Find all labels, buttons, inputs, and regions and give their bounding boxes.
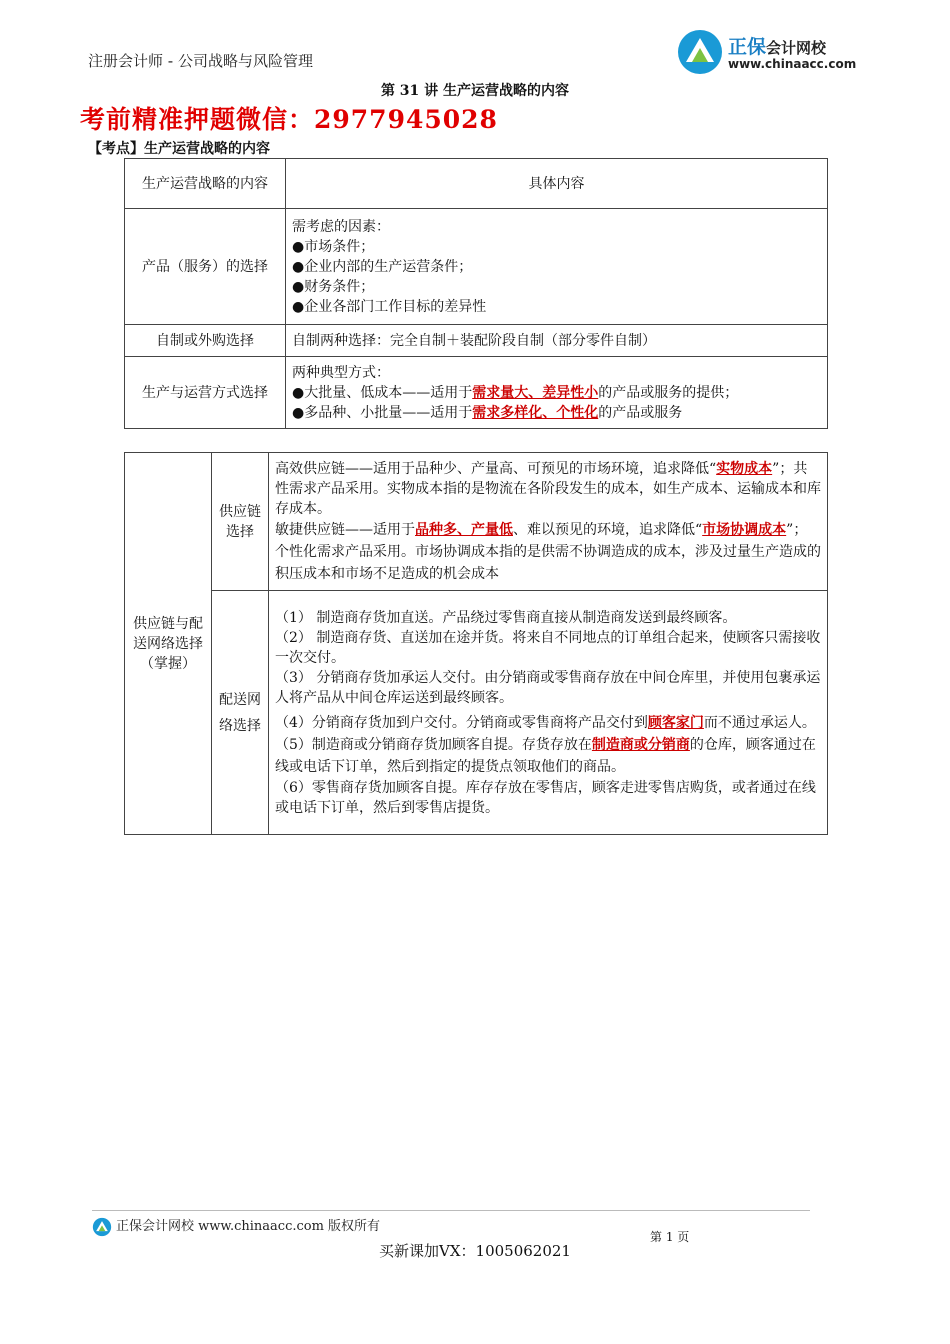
table-row [125, 357, 828, 429]
supply-detail [269, 453, 828, 591]
highlight-text: 品种多、产量低 [415, 521, 513, 538]
table-row [125, 325, 828, 357]
strategy-content-table [124, 158, 828, 429]
footer-copyright [92, 1215, 380, 1237]
footer-logo-icon [92, 1217, 112, 1237]
detail-line: ●企业内部的生产运营条件； [292, 258, 473, 275]
footer-copyright-text: 正保会计网校 www.chinaacc.com 版权所有 [116, 1219, 381, 1234]
detail-paragraph: 高效供应链——适用于品种少、产量高、可预见的市场环境，追求降低“实物成本”；共性需求产品采用。实物成本指的是物流在各阶段发生的成本，如生产成本、运输成本和库存成本。 [275, 460, 821, 517]
header-cell-content: 生产运营战略的内容 [125, 159, 286, 209]
lecture-title: 第 31 讲 生产运营战略的内容 [380, 83, 570, 99]
detail-line: ●财务条件； [292, 278, 375, 295]
row-label: 生产与运营方式选择 [125, 357, 286, 429]
row-label: 产品（服务）的选择 [125, 209, 286, 325]
detail-line: ●企业各部门工作目标的差异性 [292, 298, 487, 315]
detail-line: 两种典型方式： [292, 364, 390, 381]
row-detail: 自制两种选择：完全自制＋装配阶段自制（部分零件自制） [286, 325, 828, 357]
brand-logo [676, 28, 876, 78]
header-course-title: 注册会计师 - 公司战略与风险管理 [88, 52, 313, 70]
network-item: （5）制造商或分销商存货加顾客自提。存货存放在制造商或分销商的仓库，顾客通过在线或电话下订单，然后到指定的提货点领取他们的商品。 [275, 736, 816, 775]
sub-label-network: 配送网络选择 [212, 591, 269, 835]
detail-line: ●市场条件； [292, 238, 375, 255]
logo-emblem-icon [676, 28, 724, 76]
detail-line: ●大批量、低成本——适用于需求量大、差异性小的产品或服务的提供； [292, 384, 739, 401]
network-item: （6）零售商存货加顾客自提。库存存放在零售店，顾客走进零售店购货，或者通过在线或电话下订单，然后到零售店提货。 [275, 779, 816, 816]
table-row [125, 209, 828, 325]
point-title: 【考点】生产运营战略的内容 [88, 141, 270, 157]
highlight-text: 制造商或分销商 [591, 736, 690, 753]
table-row [125, 591, 828, 835]
detail-line: 需考虑的因素： [292, 218, 390, 235]
header-cell-detail: 具体内容 [286, 159, 828, 209]
detail-line: ●多品种、小批量——适用于需求多样化、个性化的产品或服务 [292, 404, 683, 421]
row-label: 自制或外购选择 [125, 325, 286, 357]
page-number: 第 1 页 [650, 1230, 690, 1244]
highlight-text: 顾客家门 [647, 714, 704, 731]
table-row [125, 453, 828, 591]
network-item: （4）分销商存货加到户交付。分销商或零售商将产品交付到顾客家门而不通过承运人。 [275, 714, 816, 731]
highlight-text: 需求多样化、个性化 [472, 404, 599, 421]
network-detail [269, 591, 828, 835]
logo-url: www.chinaacc.com [728, 57, 857, 71]
footer-vx-note: 买新课加VX：1005062021 [379, 1242, 571, 1260]
network-item: （3） 分销商存货加承运人交付。由分销商或零售商存放在中间仓库里，并使用包裹承运人将产品从中间仓库运送到最终顾客。 [275, 669, 821, 706]
footer-divider [92, 1210, 810, 1211]
logo-brand-text: 正保会计网校 [728, 36, 827, 58]
network-item: （2） 制造商存货、直送加在途并货。将来自不同地点的订单组合起来，使顾客只需接收一次交付。 [275, 629, 821, 666]
table-header-row [125, 159, 828, 209]
highlight-text: 实物成本 [716, 460, 773, 477]
highlight-text: 市场协调成本 [702, 521, 787, 538]
network-item: （1） 制造商存货加直送。产品绕过零售商直接从制造商发送到最终顾客。 [275, 609, 737, 626]
row-detail [286, 357, 828, 429]
detail-paragraph: 敏捷供应链——适用于品种多、产量低、难以预见的环境，追求降低“市场协调成本”；个性化需求产品采用。市场协调成本指的是供需不协调造成的成本，涉及过量生产造成的积压成本和市场不足造成的机会成本 [275, 521, 821, 582]
promo-banner: 考前精准押题微信：2977945028 [80, 105, 498, 134]
row-detail [286, 209, 828, 325]
supply-chain-table [124, 452, 828, 835]
main-label: 供应链与配送网络选择（掌握） [125, 453, 212, 835]
highlight-text: 需求量大、差异性小 [472, 384, 599, 401]
sub-label-supply: 供应链选择 [212, 453, 269, 591]
